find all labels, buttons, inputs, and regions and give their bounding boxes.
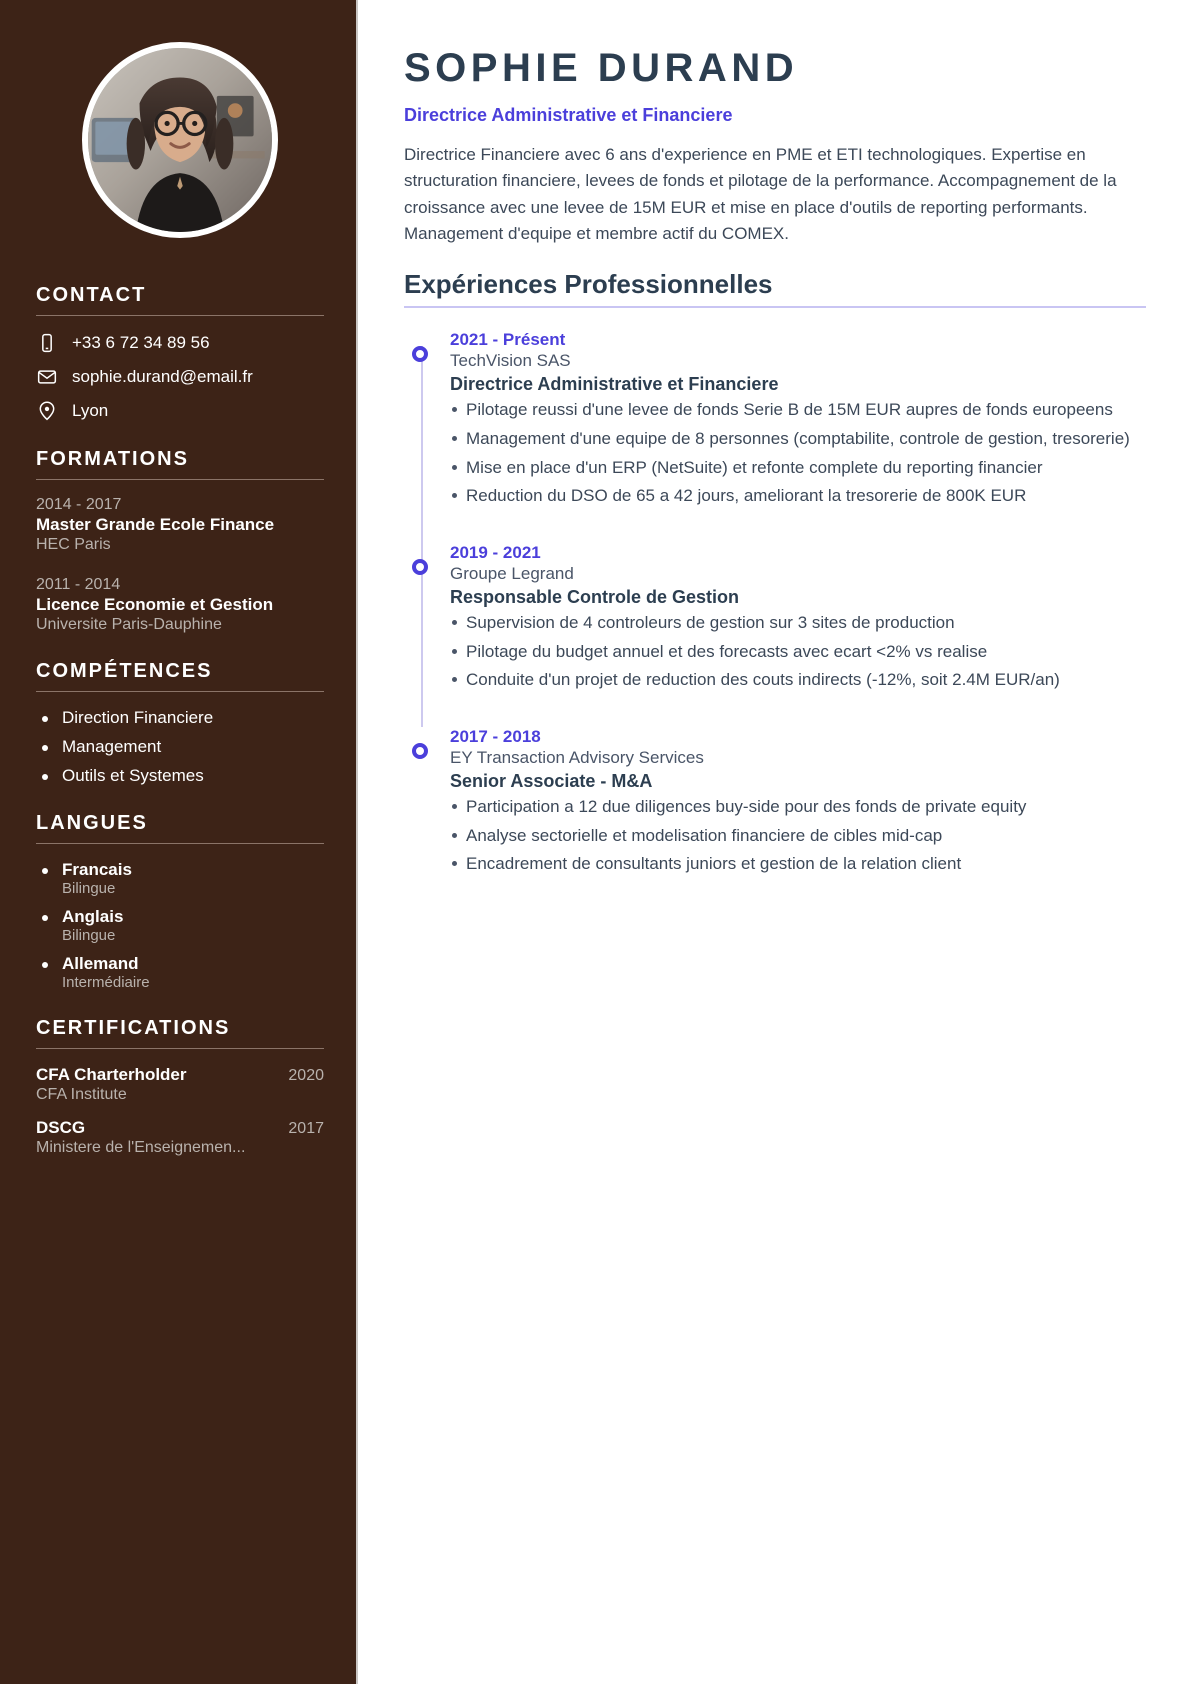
experience-bullet: Reduction du DSO de 65 a 42 jours, ameliorant la tresorerie de 800K EUR [450,484,1146,509]
experience-bullet: Management d'une equipe de 8 personnes (comptabilite, controle de gestion, tresorerie) [450,427,1146,452]
experience-bullet: Pilotage reussi d'une levee de fonds Serie B de 15M EUR aupres de fonds europeens [450,398,1146,423]
langue-item [36,954,324,991]
timeline-dot-icon [412,743,428,759]
contact-divider [36,315,324,316]
profile-photo-wrap [36,42,324,238]
certification-org: CFA Institute [36,1086,127,1104]
contact-phone-value: +33 6 72 34 89 56 [72,333,210,352]
contact-item-location[interactable] [36,400,324,422]
contact-section [36,284,324,422]
langue-name: Francais [62,860,132,880]
competences-heading: COMPÉTENCES [36,660,213,683]
experience-date: 2017 - 2018 [450,726,541,746]
email-icon [36,366,58,388]
phone-icon [36,332,58,354]
competence-item: Management [36,737,324,757]
experience-company: TechVision SAS [450,351,571,371]
competence-item: Direction Financiere [36,708,324,728]
experience-bullet: Pilotage du budget annuel et des forecasts avec ecart <2% vs realise [450,640,1146,665]
certification-org: Ministere de l'Enseignemen... [36,1139,246,1157]
competence-item: Outils et Systemes [36,766,324,786]
formation-degree: Master Grande Ecole Finance [36,515,275,534]
experience-date: 2021 - Présent [450,330,566,350]
experience-bullet: Analyse sectorielle et modelisation financiere de cibles mid-cap [450,824,1146,849]
certification-item [36,1118,324,1157]
langues-heading: LANGUES [36,812,148,835]
competences-list [36,708,324,786]
job-title: Directrice Administrative et Financiere [404,105,733,125]
timeline-dot-icon [412,559,428,575]
langue-level: Bilingue [62,927,116,945]
experience-bullet: Supervision de 4 controleurs de gestion sur 3 sites de production [450,611,1146,636]
formation-date: 2014 - 2017 [36,496,122,513]
experience-company: EY Transaction Advisory Services [450,747,704,767]
competences-divider [36,691,324,692]
experience-role: Senior Associate - M&A [450,770,653,791]
certification-item [36,1065,324,1104]
contact-item-email[interactable] [36,366,324,388]
experience-bullet: Conduite d'un projet de reduction des couts indirects (-12%, soit 2.4M EUR/an) [450,668,1146,693]
langue-name: Allemand [62,954,139,974]
experience-bullets [450,611,1146,693]
sidebar [0,0,358,1684]
experience-item [450,543,1146,693]
certification-name: DSCG [36,1118,86,1138]
page-title: SOPHIE DURAND [404,46,799,90]
langue-level: Intermédiaire [62,974,150,992]
formation-school: HEC Paris [36,536,111,554]
location-icon [36,400,58,422]
formation-item [36,496,324,554]
contact-heading: CONTACT [36,284,147,306]
certification-year: 2020 [288,1067,324,1085]
contact-item-phone[interactable] [36,332,324,354]
langue-item [36,860,324,897]
contact-email-value: sophie.durand@email.fr [72,367,253,386]
competences-section [36,660,324,786]
experience-role: Directrice Administrative et Financiere [450,374,779,395]
formation-degree: Licence Economie et Gestion [36,595,274,615]
langue-name: Anglais [62,907,124,927]
experience-bullets [450,398,1146,509]
profile-photo-image [88,48,272,232]
certifications-divider [36,1048,324,1049]
experience-timeline [404,330,1146,876]
formations-heading: FORMATIONS [36,448,189,470]
experience-item [450,330,1146,509]
certifications-section [36,1017,324,1157]
formation-date: 2011 - 2014 [36,576,121,594]
formations-section [36,448,324,634]
experience-date: 2019 - 2021 [450,542,541,562]
langues-divider [36,843,324,844]
langues-section [36,812,324,991]
profile-photo [82,42,278,238]
certifications-heading: CERTIFICATIONS [36,1017,231,1040]
timeline-dot-icon [412,346,428,362]
formations-divider [36,479,324,480]
experience-bullet: Participation a 12 due diligences buy-side pour des fonds de private equity [450,795,1146,820]
experience-item [450,727,1146,877]
experience-company: Groupe Legrand [450,563,574,583]
experience-bullets [450,795,1146,877]
experience-role: Responsable Controle de Gestion [450,586,740,607]
experience-divider [404,306,1146,308]
contact-location-value: Lyon [72,401,109,420]
formation-item [36,576,324,634]
experience-heading: Expériences Professionnelles [404,269,773,300]
langue-item [36,907,324,944]
formation-school: Universite Paris-Dauphine [36,616,222,634]
certification-year: 2017 [288,1120,324,1138]
certification-name: CFA Charterholder [36,1065,187,1085]
profile-summary: Directrice Financiere avec 6 ans d'experience en PME et ETI technologiques. Expertise en structuration financiere, levees de fonds et pilotage de la performance. Accompagnement de la croissance avec une levee de 15M EUR et mise en place d'outils de reporting performants. Management d'equipe et membre actif du COMEX. [404,145,1117,244]
experience-bullet: Mise en place d'un ERP (NetSuite) et refonte complete du reporting financier [450,456,1146,481]
experience-bullet: Encadrement de consultants juniors et gestion de la relation client [450,852,1146,877]
main-content [358,0,1190,1684]
langue-level: Bilingue [62,880,116,898]
